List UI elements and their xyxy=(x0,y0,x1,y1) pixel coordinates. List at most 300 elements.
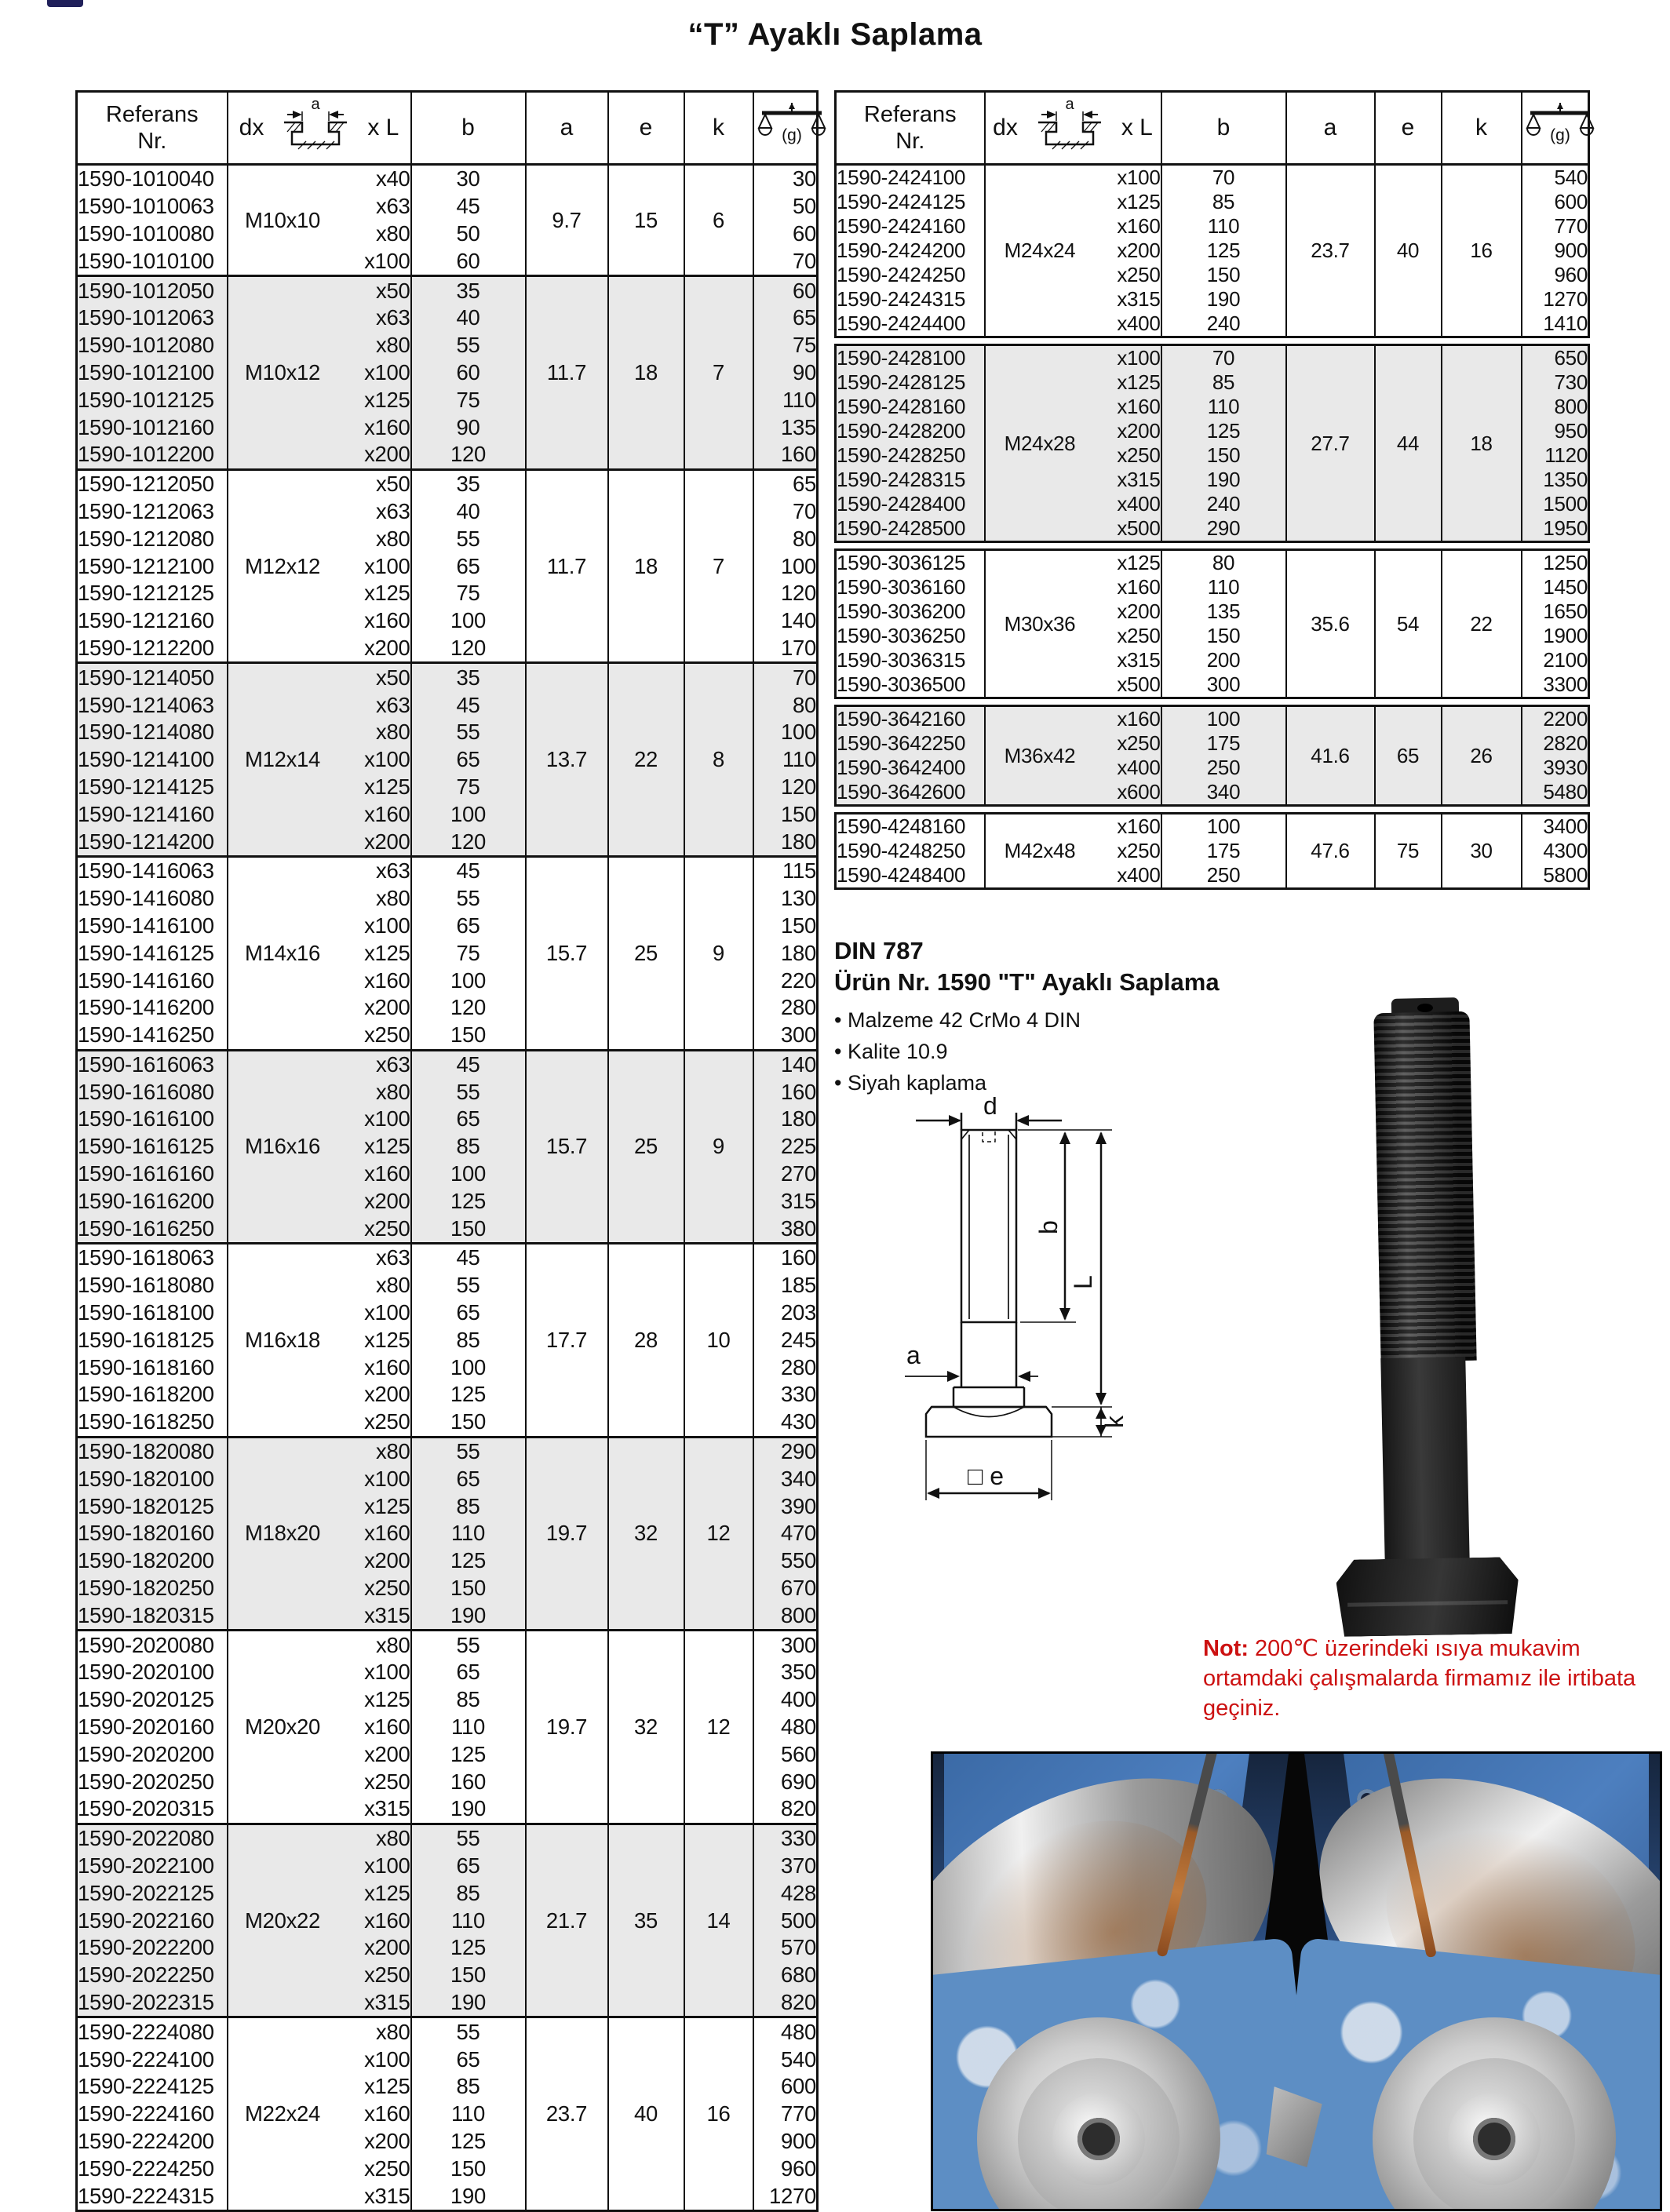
ref-cell: 1590-3036500 xyxy=(836,672,985,698)
b-cell: 125 xyxy=(1161,239,1286,263)
ref-cell: 1590-1820080 xyxy=(77,1437,228,1465)
xl-cell: x125 xyxy=(337,580,411,607)
a-cell: 9.7 xyxy=(526,165,608,276)
weight-cell: 300 xyxy=(753,1022,818,1050)
k-cell: 6 xyxy=(684,165,753,276)
b-cell: 190 xyxy=(411,1602,526,1630)
bullet-coating: • Siyah kaplama xyxy=(834,1067,1321,1099)
ref-cell: 1590-2428160 xyxy=(836,395,985,419)
svg-text:a: a xyxy=(311,99,320,113)
weight-cell: 1450 xyxy=(1522,575,1589,599)
ref-cell: 1590-2224160 xyxy=(77,2101,228,2128)
weight-cell: 560 xyxy=(753,1740,818,1768)
b-cell: 45 xyxy=(411,1050,526,1078)
ref-cell: 1590-1012050 xyxy=(77,276,228,304)
xl-cell: x100 xyxy=(337,1299,411,1327)
ref-cell: 1590-3036200 xyxy=(836,599,985,624)
xl-cell: x250 xyxy=(1095,624,1161,648)
e-cell: 25 xyxy=(608,856,684,1050)
xl-cell: x125 xyxy=(1095,550,1161,576)
ref-cell: 1590-1618080 xyxy=(77,1272,228,1299)
bullet-quality: • Kalite 10.9 xyxy=(834,1036,1321,1067)
xl-cell: x200 xyxy=(337,1547,411,1575)
e-cell: 35 xyxy=(608,1824,684,2017)
dim-label-d: d xyxy=(983,1097,997,1120)
ref-cell: 1590-2224200 xyxy=(77,2128,228,2156)
weight-cell: 480 xyxy=(753,1714,818,1741)
weight-cell: 600 xyxy=(1522,190,1589,214)
ref-cell: 1590-1012100 xyxy=(77,359,228,387)
spec-group-M10x10 xyxy=(75,163,819,277)
xl-cell: x250 xyxy=(337,2155,411,2182)
dx-cell: M36x42 xyxy=(985,706,1095,806)
weight-cell: 2820 xyxy=(1522,731,1589,756)
a-cell: 17.7 xyxy=(526,1244,608,1438)
dx-cell: M24x24 xyxy=(985,165,1095,337)
b-cell: 85 xyxy=(411,1326,526,1354)
b-cell: 110 xyxy=(411,2101,526,2128)
spec-group-M12x12 xyxy=(75,468,819,665)
ref-cell: 1590-2020160 xyxy=(77,1714,228,1741)
weight-cell: 400 xyxy=(753,1686,818,1714)
k-cell: 14 xyxy=(684,1824,753,2017)
e-cell: 28 xyxy=(608,1244,684,1438)
weight-cell: 100 xyxy=(753,719,818,746)
heat-warning-note xyxy=(1203,1634,1666,1723)
b-cell: 150 xyxy=(411,1215,526,1243)
e-cell: 22 xyxy=(608,663,684,857)
weight-cell: 2100 xyxy=(1522,648,1589,672)
spec-group-M18x20 xyxy=(75,1436,819,1632)
xl-cell: x315 xyxy=(337,1795,411,1824)
xl-cell: x100 xyxy=(337,552,411,580)
ref-cell: 1590-1010100 xyxy=(77,247,228,275)
weight-cell: 650 xyxy=(1522,345,1589,371)
xl-cell: x100 xyxy=(337,247,411,275)
xl-cell: x125 xyxy=(337,1133,411,1161)
weight-cell: 130 xyxy=(753,885,818,913)
xl-cell: x125 xyxy=(337,2073,411,2101)
ref-cell: 1590-2020200 xyxy=(77,1740,228,1768)
b-cell: 45 xyxy=(411,856,526,884)
svg-text:(g): (g) xyxy=(1549,126,1570,144)
xl-cell: x315 xyxy=(1095,648,1161,672)
b-cell: 70 xyxy=(1161,165,1286,191)
b-cell: 110 xyxy=(411,1907,526,1934)
ref-cell: 1590-2022125 xyxy=(77,1879,228,1907)
weight-cell: 120 xyxy=(753,774,818,801)
weight-cell: 280 xyxy=(753,994,818,1022)
spec-group-M16x18 xyxy=(75,1242,819,1438)
b-cell: 150 xyxy=(1161,263,1286,287)
b-cell: 150 xyxy=(411,1962,526,1989)
ref-cell: 1590-4248400 xyxy=(836,863,985,889)
ref-cell: 1590-2224080 xyxy=(77,2017,228,2046)
weight-cell: 180 xyxy=(753,1106,818,1133)
note-label: Not: xyxy=(1203,1636,1249,1661)
xl-cell: x80 xyxy=(337,1078,411,1106)
weight-cell: 800 xyxy=(753,1602,818,1630)
weight-cell: 690 xyxy=(753,1768,818,1795)
dx-cell: M22x24 xyxy=(228,2017,337,2211)
dx-label: dx xyxy=(239,115,264,140)
ref-cell: 1590-1820160 xyxy=(77,1520,228,1547)
b-cell: 125 xyxy=(411,1740,526,1768)
b-cell: 150 xyxy=(411,2155,526,2182)
weight-cell: 350 xyxy=(753,1659,818,1686)
b-cell: 250 xyxy=(1161,863,1286,889)
weight-cell: 1120 xyxy=(1522,443,1589,468)
weight-cell: 430 xyxy=(753,1408,818,1437)
machine-photo-frame xyxy=(931,1751,1662,2211)
weight-cell: 730 xyxy=(1522,370,1589,395)
e-cell: 65 xyxy=(1375,706,1442,806)
weight-cell: 65 xyxy=(753,469,818,497)
e-cell: 40 xyxy=(608,2017,684,2211)
header-row xyxy=(77,92,818,165)
ref-cell: 1590-2022080 xyxy=(77,1824,228,1852)
col-header-k: k xyxy=(1442,92,1522,165)
xl-cell: x125 xyxy=(1095,370,1161,395)
weight-cell: 270 xyxy=(753,1161,818,1188)
spec-group-M12x14 xyxy=(75,661,819,858)
t-slot-profile-icon xyxy=(272,99,359,157)
b-cell: 150 xyxy=(411,1022,526,1050)
ref-cell: 1590-1820125 xyxy=(77,1492,228,1520)
xl-cell: x100 xyxy=(337,359,411,387)
xl-cell: x100 xyxy=(1095,165,1161,191)
weight-cell: 470 xyxy=(753,1520,818,1547)
a-cell: 15.7 xyxy=(526,1050,608,1244)
dx-cell: M16x16 xyxy=(228,1050,337,1244)
ref-cell: 1590-3036250 xyxy=(836,624,985,648)
b-cell: 65 xyxy=(411,2046,526,2073)
note-text: 200℃ üzerindeki ısıya mukavim ortamdaki çalışmalarda firmamız ile irtibata geçiniz. xyxy=(1203,1636,1636,1721)
dx-cell: M24x28 xyxy=(985,345,1095,542)
e-cell: 40 xyxy=(1375,165,1442,337)
ref-cell: 1590-2224250 xyxy=(77,2155,228,2182)
spec-group-M16x16 xyxy=(75,1049,819,1245)
dim-label-b: b xyxy=(1034,1220,1063,1234)
b-cell: 125 xyxy=(411,1381,526,1408)
xl-cell: x80 xyxy=(337,1437,411,1465)
weight-cell: 70 xyxy=(753,247,818,275)
xl-cell: x100 xyxy=(337,2046,411,2073)
weight-cell: 75 xyxy=(753,332,818,359)
a-cell: 35.6 xyxy=(1286,550,1375,698)
weight-cell: 135 xyxy=(753,414,818,441)
dx-cell: M20x22 xyxy=(228,1824,337,2017)
weight-cell: 140 xyxy=(753,1050,818,1078)
weight-cell: 185 xyxy=(753,1272,818,1299)
ref-cell: 1590-1416063 xyxy=(77,856,228,884)
b-cell: 40 xyxy=(411,304,526,332)
b-cell: 100 xyxy=(1161,706,1286,732)
xl-cell: x400 xyxy=(1095,756,1161,780)
weight-cell: 3400 xyxy=(1522,814,1589,840)
ref-cell: 1590-1416125 xyxy=(77,939,228,967)
xl-cell: x40 xyxy=(337,165,411,193)
xl-cell: x315 xyxy=(337,1989,411,2017)
weight-cell: 960 xyxy=(1522,263,1589,287)
b-cell: 85 xyxy=(1161,370,1286,395)
col-header-weight xyxy=(753,92,818,165)
ref-cell: 1590-1212100 xyxy=(77,552,228,580)
weight-cell: 65 xyxy=(753,304,818,332)
b-cell: 190 xyxy=(411,1989,526,2017)
a-cell: 11.7 xyxy=(526,276,608,470)
xl-cell: x200 xyxy=(337,994,411,1022)
xl-cell: x80 xyxy=(337,2017,411,2046)
e-cell: 18 xyxy=(608,276,684,470)
xl-cell: x125 xyxy=(337,386,411,414)
spec-group-M22x24 xyxy=(75,2016,819,2212)
xl-cell: x500 xyxy=(1095,672,1161,698)
e-cell: 15 xyxy=(608,165,684,276)
xl-cell: x400 xyxy=(1095,492,1161,516)
b-cell: 60 xyxy=(411,359,526,387)
ref-cell: 1590-2424250 xyxy=(836,263,985,287)
weight-cell: 2200 xyxy=(1522,706,1589,732)
xl-cell: x250 xyxy=(1095,443,1161,468)
product-bullets xyxy=(834,1004,1321,1099)
a-cell: 19.7 xyxy=(526,1631,608,1824)
xl-cell: x100 xyxy=(337,1465,411,1492)
a-cell: 21.7 xyxy=(526,1824,608,2017)
b-cell: 75 xyxy=(411,774,526,801)
weight-cell: 1650 xyxy=(1522,599,1589,624)
ref-cell: 1590-3642400 xyxy=(836,756,985,780)
weight-cell: 370 xyxy=(753,1853,818,1880)
dim-label-a: a xyxy=(906,1341,921,1369)
xl-cell: x80 xyxy=(337,1631,411,1659)
ref-cell: 1590-3036315 xyxy=(836,648,985,672)
weight-cell: 1270 xyxy=(753,2182,818,2210)
ref-cell: 1590-1012125 xyxy=(77,386,228,414)
weight-cell: 180 xyxy=(753,939,818,967)
weight-cell: 428 xyxy=(753,1879,818,1907)
weight-cell: 203 xyxy=(753,1299,818,1327)
xl-cell: x200 xyxy=(337,828,411,856)
b-cell: 35 xyxy=(411,469,526,497)
xl-cell: x250 xyxy=(1095,839,1161,863)
weight-cell: 950 xyxy=(1522,419,1589,443)
din-standard: DIN 787 xyxy=(834,937,924,964)
xl-cell: x160 xyxy=(1095,706,1161,732)
ref-cell: 1590-2424200 xyxy=(836,239,985,263)
bolt-center-hole xyxy=(1417,1004,1433,1012)
xl-cell: x63 xyxy=(337,304,411,332)
weight-cell: 820 xyxy=(753,1989,818,2017)
a-cell: 13.7 xyxy=(526,663,608,857)
spec-row xyxy=(77,165,818,193)
ref-cell: 1590-1416100 xyxy=(77,913,228,940)
b-cell: 125 xyxy=(411,1547,526,1575)
weight-cell: 5800 xyxy=(1522,863,1589,889)
weight-cell: 960 xyxy=(753,2155,818,2182)
t-slot-profile-icon xyxy=(1026,99,1114,151)
xl-cell: x315 xyxy=(1095,468,1161,492)
spec-group-M24x24 xyxy=(834,163,1590,338)
ref-cell: 1590-2020125 xyxy=(77,1686,228,1714)
dim-label-k: k xyxy=(1100,1416,1129,1428)
ref-cell: 1590-2428125 xyxy=(836,370,985,395)
ref-cell: 1590-1214080 xyxy=(77,719,228,746)
b-cell: 85 xyxy=(411,1686,526,1714)
ref-cell: 1590-1212063 xyxy=(77,498,228,526)
xl-cell: x250 xyxy=(337,1768,411,1795)
b-cell: 65 xyxy=(411,1853,526,1880)
weight-cell: 30 xyxy=(753,165,818,193)
ref-cell: 1590-1416250 xyxy=(77,1022,228,1050)
ref-cell: 1590-4248160 xyxy=(836,814,985,840)
ref-cell: 1590-1214100 xyxy=(77,746,228,774)
weight-cell: 480 xyxy=(753,2017,818,2046)
b-cell: 200 xyxy=(1161,648,1286,672)
ref-cell: 1590-1212080 xyxy=(77,525,228,552)
spec-row xyxy=(77,663,818,691)
ref-cell: 1590-2428315 xyxy=(836,468,985,492)
xl-label: x L xyxy=(367,115,399,140)
xl-cell: x600 xyxy=(1095,780,1161,806)
xl-cell: x200 xyxy=(1095,599,1161,624)
b-cell: 65 xyxy=(411,1106,526,1133)
ref-cell: 1590-2428400 xyxy=(836,492,985,516)
ref-cell: 1590-1820250 xyxy=(77,1575,228,1602)
xl-cell: x100 xyxy=(337,913,411,940)
b-cell: 40 xyxy=(411,498,526,526)
b-cell: 300 xyxy=(1161,672,1286,698)
weight-cell: 380 xyxy=(753,1215,818,1243)
xl-cell: x160 xyxy=(1095,575,1161,599)
dx-cell: M16x18 xyxy=(228,1244,337,1438)
spec-row xyxy=(77,856,818,884)
xl-cell: x160 xyxy=(337,1520,411,1547)
weight-cell: 550 xyxy=(753,1547,818,1575)
weight-cell: 60 xyxy=(753,220,818,248)
xl-cell: x80 xyxy=(337,885,411,913)
ref-cell: 1590-1212200 xyxy=(77,635,228,663)
product-photo-t-bolt xyxy=(1322,990,1660,1642)
ref-cell: 1590-1214050 xyxy=(77,663,228,691)
weight-cell: 800 xyxy=(1522,395,1589,419)
ref-cell: 1590-1618100 xyxy=(77,1299,228,1327)
weight-cell: 670 xyxy=(753,1575,818,1602)
weight-cell: 3300 xyxy=(1522,672,1589,698)
a-cell: 41.6 xyxy=(1286,706,1375,806)
a-cell: 19.7 xyxy=(526,1437,608,1631)
weight-cell: 770 xyxy=(1522,214,1589,239)
weight-cell: 60 xyxy=(753,276,818,304)
ref-cell: 1590-1212125 xyxy=(77,580,228,607)
technical-drawing xyxy=(883,1097,1291,1540)
dx-cell: M10x12 xyxy=(228,276,337,470)
b-cell: 65 xyxy=(411,746,526,774)
ref-cell: 1590-2022315 xyxy=(77,1989,228,2017)
col-header-a: a xyxy=(1286,92,1375,165)
b-cell: 190 xyxy=(1161,468,1286,492)
xl-cell: x100 xyxy=(337,1659,411,1686)
k-cell: 16 xyxy=(684,2017,753,2211)
spec-group-M20x22 xyxy=(75,1823,819,2019)
ref-cell: 1590-1214125 xyxy=(77,774,228,801)
right-spec-table xyxy=(834,90,1588,890)
weight-cell: 330 xyxy=(753,1381,818,1408)
b-cell: 100 xyxy=(411,607,526,635)
e-cell: 54 xyxy=(1375,550,1442,698)
dx-cell: M12x12 xyxy=(228,469,337,663)
dx-cell: M20x20 xyxy=(228,1631,337,1824)
ref-cell: 1590-1010080 xyxy=(77,220,228,248)
a-cell: 15.7 xyxy=(526,856,608,1050)
xl-cell: x80 xyxy=(337,525,411,552)
dx-cell: M42x48 xyxy=(985,814,1095,889)
ref-cell: 1590-1618125 xyxy=(77,1326,228,1354)
ref-cell: 1590-1214160 xyxy=(77,800,228,828)
xl-cell: x160 xyxy=(337,607,411,635)
spec-group-M42x48 xyxy=(834,812,1590,890)
xl-cell: x50 xyxy=(337,276,411,304)
xl-cell: x400 xyxy=(1095,863,1161,889)
col-header-referans: Referans Nr. xyxy=(836,92,985,165)
a-cell: 27.7 xyxy=(1286,345,1375,542)
xl-cell: x200 xyxy=(337,2128,411,2156)
xl-cell: x200 xyxy=(337,1740,411,1768)
ref-cell: 1590-1214200 xyxy=(77,828,228,856)
k-cell: 12 xyxy=(684,1437,753,1631)
b-cell: 65 xyxy=(411,1659,526,1686)
weight-cell: 70 xyxy=(753,663,818,691)
ref-cell: 1590-1618200 xyxy=(77,1381,228,1408)
xl-cell: x160 xyxy=(1095,814,1161,840)
b-cell: 55 xyxy=(411,525,526,552)
col-header-b: b xyxy=(411,92,526,165)
weight-cell: 50 xyxy=(753,193,818,220)
ref-cell: 1590-2020315 xyxy=(77,1795,228,1824)
ref-cell: 1590-1212160 xyxy=(77,607,228,635)
spec-row xyxy=(77,276,818,304)
ref-cell: 1590-3036125 xyxy=(836,550,985,576)
weight-cell: 570 xyxy=(753,1934,818,1962)
col-header-a: a xyxy=(526,92,608,165)
ref-cell: 1590-1820100 xyxy=(77,1465,228,1492)
b-cell: 125 xyxy=(1161,419,1286,443)
spec-row xyxy=(77,2017,818,2046)
ref-cell: 1590-2424400 xyxy=(836,312,985,337)
xl-cell: x315 xyxy=(337,2182,411,2210)
b-cell: 90 xyxy=(411,414,526,441)
ref-cell: 1590-1618250 xyxy=(77,1408,228,1437)
ref-cell: 1590-3036160 xyxy=(836,575,985,599)
ref-cell: 1590-2022160 xyxy=(77,1907,228,1934)
spec-group-M30x36 xyxy=(834,548,1590,699)
b-cell: 125 xyxy=(411,2128,526,2156)
ref-cell: 1590-2424100 xyxy=(836,165,985,191)
page-corner-mark xyxy=(47,0,83,7)
ref-cell: 1590-2424160 xyxy=(836,214,985,239)
weight-cell: 120 xyxy=(753,580,818,607)
ref-cell: 1590-1820200 xyxy=(77,1547,228,1575)
weight-cell: 100 xyxy=(753,552,818,580)
b-cell: 55 xyxy=(411,332,526,359)
ref-cell: 1590-1616200 xyxy=(77,1187,228,1215)
xl-cell: x160 xyxy=(337,1714,411,1741)
b-cell: 175 xyxy=(1161,839,1286,863)
spec-group-M24x28 xyxy=(834,344,1590,543)
spec-row xyxy=(77,1631,818,1659)
xl-cell: x200 xyxy=(337,1934,411,1962)
k-cell: 9 xyxy=(684,856,753,1050)
